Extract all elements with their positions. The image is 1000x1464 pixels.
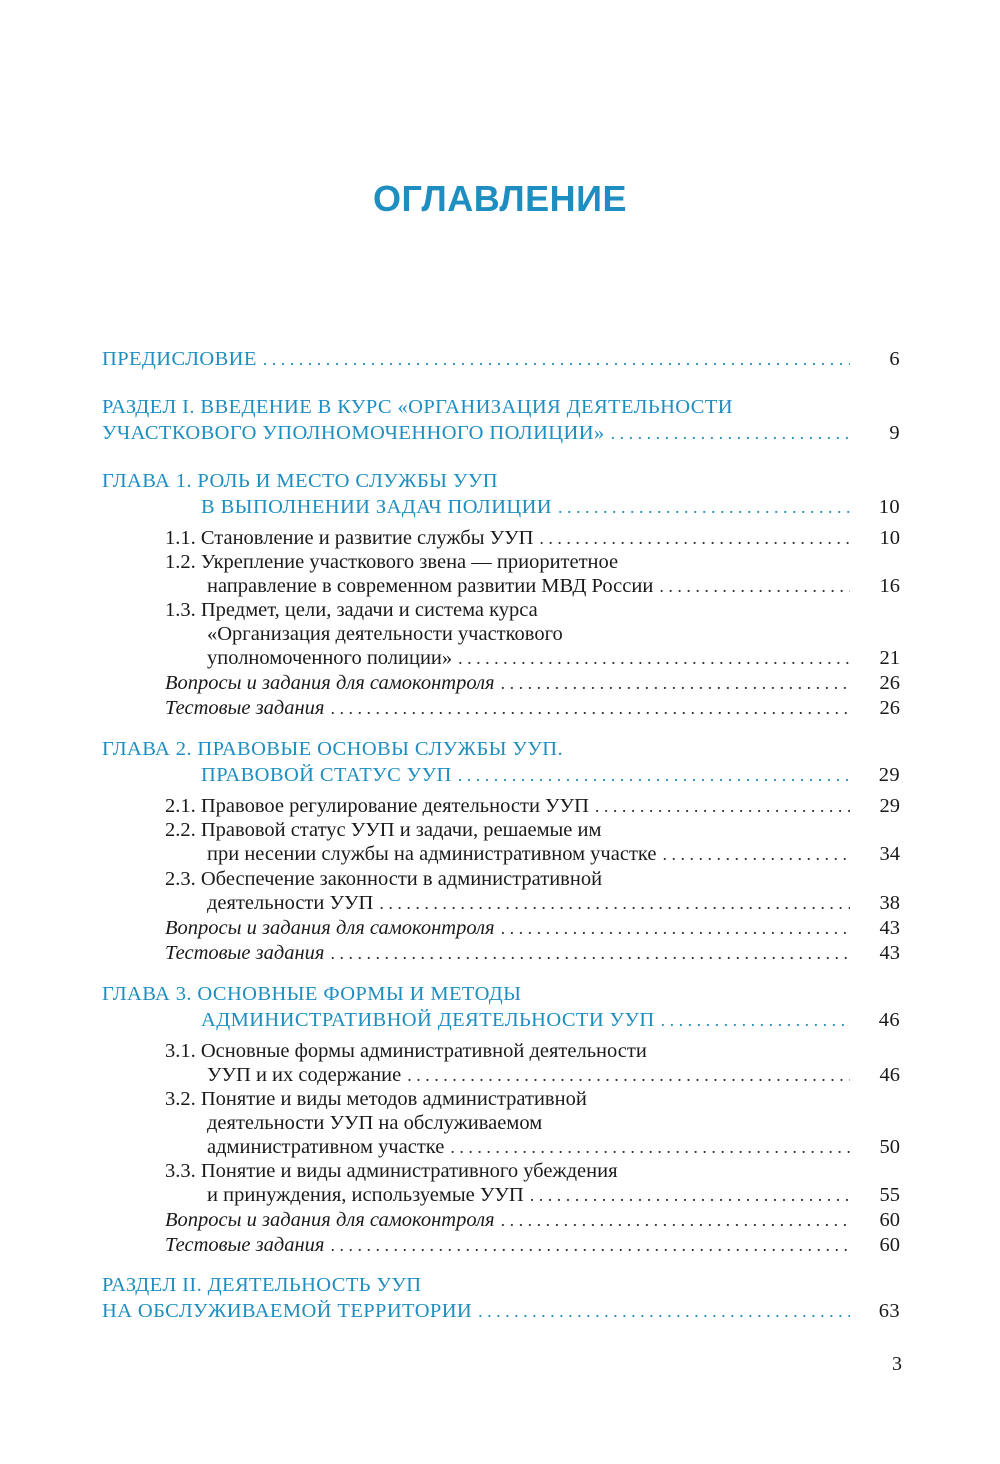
toc-entry-title: Вопросы и задания для самоконтроля [165, 672, 495, 694]
toc-page-number: 10 [878, 496, 900, 518]
toc-page-number: 29 [879, 795, 900, 817]
toc-entry-title: при несении службы на административном участке [207, 843, 657, 865]
leader-dots [558, 494, 850, 520]
toc-page-number: 46 [878, 1009, 900, 1031]
toc-entry-title: Тестовые задания [165, 942, 325, 964]
toc-entry-title: деятельности УУП на обслуживаемом [207, 1112, 543, 1134]
leader-dots [458, 645, 850, 671]
page-title: ОГЛАВЛЕНИЕ [372, 178, 628, 219]
toc-page-number: 16 [879, 575, 900, 597]
toc-entry-title: уполномоченного полиции» [207, 647, 453, 669]
leader-dots [379, 890, 850, 916]
toc-page-number: 55 [879, 1184, 900, 1206]
leader-dots [662, 841, 850, 867]
toc-page-number: 43 [879, 917, 900, 939]
toc-entry-title: УУП и их содержание [207, 1064, 402, 1086]
leader-dots [501, 670, 850, 696]
leader-dots [407, 1062, 850, 1088]
leader-dots [595, 793, 850, 819]
toc-page-number: 9 [889, 422, 900, 444]
toc-entry-title: 2.1. Правовое регулирование деятельности УУП [165, 795, 589, 817]
toc-entry-ch2-line1[interactable] [102, 736, 563, 762]
toc-entry-title: «Организация деятельности участкового [207, 623, 563, 645]
toc-entry-section1-line1[interactable] [102, 394, 733, 420]
toc-entry-2-2[interactable] [207, 841, 900, 867]
toc-entry-title: деятельности УУП [207, 892, 374, 914]
toc-page-number: 21 [879, 647, 900, 669]
page-number: 3 [892, 1353, 902, 1375]
toc-entry-section1[interactable] [102, 420, 900, 446]
toc-entry-1-3-line2[interactable] [207, 621, 563, 647]
toc-entry-3-2[interactable] [207, 1134, 900, 1160]
toc-entry-ch2-questions[interactable] [165, 915, 900, 941]
toc-entry-3-3-line1[interactable] [165, 1158, 618, 1184]
leader-dots [530, 1182, 850, 1208]
leader-dots [458, 762, 850, 788]
toc-entry-title: 3.2. Понятие и виды методов административной [165, 1088, 587, 1110]
toc-entry-1-2[interactable] [207, 573, 900, 599]
leader-dots [330, 695, 850, 721]
toc-entry-3-1-line1[interactable] [165, 1038, 647, 1064]
toc-entry-2-3-line1[interactable] [165, 866, 602, 892]
toc-entry-3-2-line2[interactable] [207, 1110, 542, 1136]
toc-entry-ch3-questions[interactable] [165, 1207, 900, 1233]
toc-entry-title: АДМИНИСТРАТИВНОЙ ДЕЯТЕЛЬНОСТИ УУП [201, 1009, 655, 1031]
toc-entry-ch3[interactable] [201, 1007, 900, 1033]
toc-entry-title: УЧАСТКОВОГО УПОЛНОМОЧЕННОГО ПОЛИЦИИ» [102, 422, 605, 444]
leader-dots [539, 525, 850, 551]
toc-entry-3-3[interactable] [207, 1182, 900, 1208]
toc-entry-2-2-line1[interactable] [165, 817, 601, 843]
leader-dots [450, 1134, 850, 1160]
toc-entry-title: РАЗДЕЛ I. ВВЕДЕНИЕ В КУРС «ОРГАНИЗАЦИЯ ДЕЯТЕЛЬНОСТИ [102, 396, 733, 418]
toc-entry-title: 3.1. Основные формы административной деятельности [165, 1040, 647, 1062]
toc-page-number: 26 [879, 672, 900, 694]
toc-page-number: 26 [879, 697, 900, 719]
toc-entry-ch1[interactable] [201, 494, 900, 520]
toc-entry-title: 3.3. Понятие и виды административного убеждения [165, 1160, 618, 1182]
toc-entry-ch2[interactable] [201, 762, 900, 788]
toc-entry-ch2-tests[interactable] [165, 940, 900, 966]
toc-entry-1-2-line1[interactable] [165, 549, 618, 575]
toc-page-number: 50 [879, 1136, 900, 1158]
toc-page-number: 6 [889, 348, 900, 370]
toc-entry-2-1[interactable] [165, 793, 900, 819]
leader-dots [501, 1207, 850, 1233]
toc-entry-ch1-questions[interactable] [165, 670, 900, 696]
toc-page-number: 10 [879, 527, 900, 549]
leader-dots [661, 1007, 850, 1033]
toc-entry-ch1-line1[interactable] [102, 468, 498, 494]
toc-page-number: 60 [879, 1234, 900, 1256]
leader-dots [330, 1232, 850, 1258]
toc-entry-1-3[interactable] [207, 645, 900, 671]
toc-entry-title: ГЛАВА 1. РОЛЬ И МЕСТО СЛУЖБЫ УУП [102, 470, 498, 492]
toc-entry-1-3-line1[interactable] [165, 597, 538, 623]
toc-entry-section2-line1[interactable] [102, 1272, 421, 1298]
toc-entry-title: 1.1. Становление и развитие службы УУП [165, 527, 534, 549]
leader-dots [611, 420, 850, 446]
toc-entry-title: Тестовые задания [165, 1234, 325, 1256]
toc-entry-title: административном участке [207, 1136, 445, 1158]
toc-entry-title: ГЛАВА 3. ОСНОВНЫЕ ФОРМЫ И МЕТОДЫ [102, 983, 522, 1005]
toc-page-number: 38 [879, 892, 900, 914]
leader-dots [330, 940, 850, 966]
toc-page-number: 43 [879, 942, 900, 964]
toc-entry-title: 1.2. Укрепление участкового звена — приоритетное [165, 551, 619, 573]
toc-entry-title: Тестовые задания [165, 697, 325, 719]
toc-entry-1-1[interactable] [165, 525, 900, 551]
toc-page-number: 60 [879, 1209, 900, 1231]
toc-page-number: 34 [879, 843, 900, 865]
toc-entry-3-1[interactable] [207, 1062, 900, 1088]
toc-entry-title: РАЗДЕЛ II. ДЕЯТЕЛЬНОСТЬ УУП [102, 1274, 422, 1296]
toc-entry-title: ПРАВОВОЙ СТАТУС УУП [201, 764, 452, 786]
toc-entry-title: 1.3. Предмет, цели, задачи и система курса [165, 599, 538, 621]
toc-page-number: 63 [878, 1300, 900, 1322]
leader-dots [659, 573, 850, 599]
toc-entry-title: ГЛАВА 2. ПРАВОВЫЕ ОСНОВЫ СЛУЖБЫ УУП. [102, 738, 563, 760]
toc-entry-title: 2.2. Правовой статус УУП и задачи, решаемые им [165, 819, 602, 841]
toc-entry-title: 2.3. Обеспечение законности в административной [165, 868, 603, 890]
toc-entry-preface[interactable] [102, 346, 900, 372]
toc-entry-title: В ВЫПОЛНЕНИИ ЗАДАЧ ПОЛИЦИИ [201, 496, 553, 518]
toc-entry-title: и принуждения, используемые УУП [207, 1184, 524, 1206]
toc-page-number: 46 [879, 1064, 900, 1086]
toc-entry-ch1-tests[interactable] [165, 695, 900, 721]
toc-entry-title: ПРЕДИСЛОВИЕ [102, 348, 257, 370]
toc-page-number: 29 [878, 764, 900, 786]
toc-entry-title: Вопросы и задания для самоконтроля [165, 1209, 495, 1231]
toc-entry-2-3[interactable] [207, 890, 900, 916]
toc-entry-title: НА ОБСЛУЖИВАЕМОЙ ТЕРРИТОРИИ [102, 1300, 473, 1322]
leader-dots [478, 1298, 850, 1324]
toc-entry-ch3-tests[interactable] [165, 1232, 900, 1258]
toc-entry-section2[interactable] [102, 1298, 900, 1324]
leader-dots [263, 346, 850, 372]
leader-dots [501, 915, 850, 941]
toc-entry-3-2-line1[interactable] [165, 1086, 587, 1112]
toc-entry-ch3-line1[interactable] [102, 981, 521, 1007]
toc-entry-title: направление в современном развитии МВД России [207, 575, 654, 597]
toc-entry-title: Вопросы и задания для самоконтроля [165, 917, 495, 939]
